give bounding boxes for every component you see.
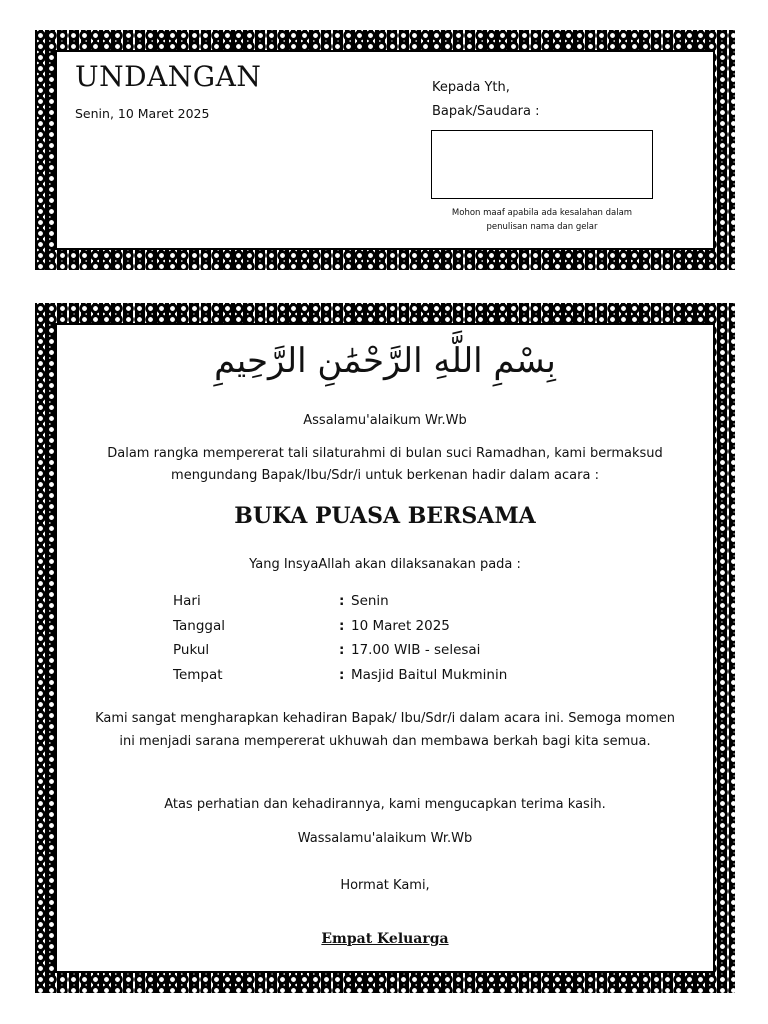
detail-colon: : [339,617,345,634]
closing-greeting: Wassalamu'alaikum Wr.Wb [297,831,473,846]
detail-label: Tanggal [173,617,226,634]
detail-row-time [173,642,507,667]
recipient-salutation: Kepada Yth, [432,80,510,95]
detail-value: Masjid Baitul Mukminin [351,666,508,683]
intro-paragraph: Dalam rangka mempererat tali silaturahmi di bulan suci Ramadhan, kami bermaksud mengundang Bapak/Ibu/Sdr/i untuk berkenan hadir dalam acara : [107,446,663,483]
invitation-date: Senin, 10 Maret 2025 [75,106,210,121]
detail-label: Tempat [173,666,223,683]
detail-row-date [173,618,507,643]
recipient-name-box [431,130,653,199]
thanks-line: Atas perhatian dan kehadirannya, kami mengucapkan terima kasih. [164,797,606,812]
bismillah-calligraphy: بِسْمِ اللَّهِ الرَّحْمَٰنِ الرَّحِيمِ [214,341,556,381]
detail-colon: : [339,666,345,683]
detail-value: 10 Maret 2025 [351,617,450,634]
letter-card [35,303,735,993]
regards-line: Hormat Kami, [340,878,430,893]
detail-label: Hari [173,593,201,609]
apology-note: Mohon maaf apabila ada kesalahan dalam penulisan nama dan gelar [451,208,633,232]
event-details [173,593,507,691]
detail-row-place [173,667,507,692]
address-card [35,30,735,270]
schedule-lead: Yang InsyaAllah akan dilaksanakan pada : [249,557,521,572]
recipient-label: Bapak/Saudara : [432,104,540,119]
detail-label: Pukul [173,642,210,658]
detail-value: 17.00 WIB - selesai [351,642,481,658]
invitation-title: UNDANGAN [75,60,262,93]
detail-row-day [173,593,507,618]
hope-paragraph: Kami sangat mengharapkan kehadiran Bapak/ Ibu/Sdr/i dalam acara ini. Semoga momen ini menjadi sarana mempererat ukhuwah dan membawa berkah bagi kita semua. [95,711,675,749]
detail-colon: : [339,593,345,609]
opening-greeting: Assalamu'alaikum Wr.Wb [303,413,467,428]
event-title: BUKA PUASA BERSAMA [234,503,536,529]
signature: Empat Keluarga [321,931,449,947]
detail-value: Senin [351,593,389,609]
detail-colon: : [339,642,345,658]
